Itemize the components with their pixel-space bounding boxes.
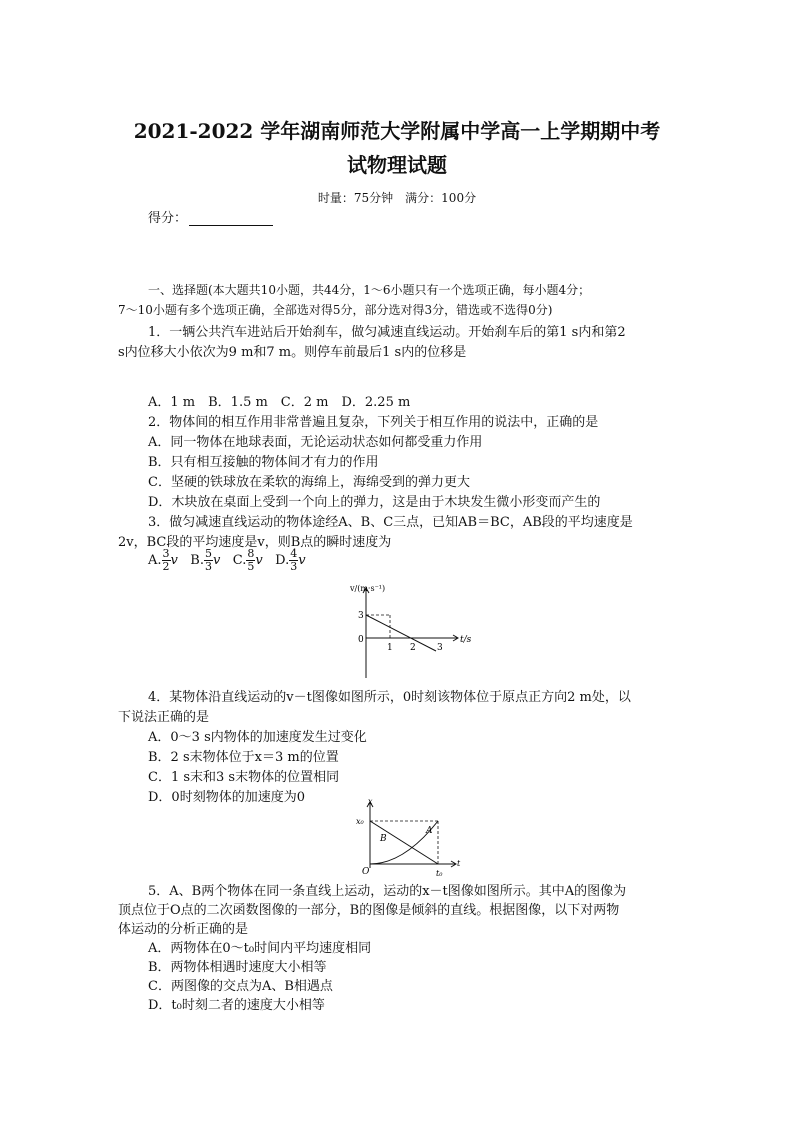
score-field bbox=[148, 207, 273, 226]
q5-option-c: C．两图像的交点为A、B相遇点 bbox=[148, 979, 333, 994]
vt-y-tick: 3 bbox=[358, 611, 364, 621]
q1-line2: s内位移大小依次为9 m和7 m。则停车前最后1 s内的位移是 bbox=[118, 345, 467, 360]
q4-line2: 下说法正确的是 bbox=[118, 710, 210, 725]
q5-line2: 顶点位于O点的二次函数图像的一部分，B的图像是倾斜的直线。根据图像，以下对两物 bbox=[118, 903, 620, 918]
q5-line3: 体运动的分析正确的是 bbox=[118, 922, 249, 937]
score-blank bbox=[189, 211, 273, 226]
q3-option-c: C. $\frac{8}{5}$ v bbox=[232, 547, 263, 573]
xt-graph bbox=[352, 796, 472, 878]
vt-x-tick-1: 1 bbox=[387, 643, 393, 653]
vt-origin: 0 bbox=[358, 635, 364, 645]
q2-option-d: D．木块放在桌面上受到一个向上的弹力，这是由于木块发生微小形变而产生的 bbox=[148, 495, 601, 510]
q2-stem: 2．物体间的相互作用非常普遍且复杂，下列关于相互作用的说法中，正确的是 bbox=[148, 415, 599, 430]
xt-x-label: t bbox=[457, 859, 461, 868]
q4-option-d: D．0时刻物体的加速度为0 bbox=[148, 790, 305, 805]
q4-option-b: B．2 s末物体位于x＝3 m的位置 bbox=[148, 750, 339, 765]
score-label: 得分： bbox=[148, 211, 188, 226]
exam-meta: 时量：75分钟 满分：100分 bbox=[317, 191, 477, 205]
vt-y-label: v/(m·s⁻¹) bbox=[350, 584, 386, 593]
vt-velocity-line bbox=[366, 615, 436, 651]
exam-title-line1: 2021-2022 学年湖南师范大学附属中学高一上学期期中考 bbox=[133, 119, 661, 143]
q4-option-a: A．0～3 s内物体的加速度发生过变化 bbox=[148, 730, 367, 745]
q1-options: A．1 m B．1.5 m C．2 m D．2.25 m bbox=[148, 395, 411, 410]
xt-y-label: x bbox=[368, 797, 373, 806]
q2-option-a: A．同一物体在地球表面，无论运动状态如何都受重力作用 bbox=[148, 435, 483, 450]
xt-x-tick: t₀ bbox=[436, 869, 443, 878]
xt-origin: O bbox=[362, 867, 370, 877]
q4-line1: 4．某物体沿直线运动的v－t图像如图所示，0时刻该物体位于原点正方向2 m处，以 bbox=[148, 690, 631, 705]
exam-title-line2: 试物理试题 bbox=[347, 153, 447, 177]
vt-graph bbox=[344, 578, 484, 684]
q1-line1: 1．一辆公共汽车进站后开始刹车，做匀减速直线运动。开始刹车后的第1 s内和第2 bbox=[148, 325, 626, 340]
xt-label-b: B bbox=[380, 834, 387, 844]
xt-y-tick: x₀ bbox=[356, 817, 364, 826]
q2-option-c: C．坚硬的铁球放在柔软的海绵上，海绵受到的弹力更大 bbox=[148, 475, 470, 490]
section-header-line2: 7～10小题有多个选项正确，全部选对得5分，部分选对得3分，错选或不选得0分) bbox=[118, 303, 553, 317]
vt-x-label: t/s bbox=[460, 635, 472, 645]
q4-option-c: C．1 s末和3 s末物体的位置相同 bbox=[148, 770, 340, 785]
q3-option-d: D. $\frac{4}{3}$ v bbox=[275, 547, 306, 573]
q5-option-a: A．两物体在0～t₀时间内平均速度相同 bbox=[148, 941, 372, 956]
q3-option-b: B. $\frac{5}{3}$ v bbox=[190, 547, 221, 573]
q5-option-d: D．t₀时刻二者的速度大小相等 bbox=[148, 998, 325, 1013]
q5-option-b: B．两物体相遇时速度大小相等 bbox=[148, 960, 327, 975]
q5-line1: 5．A、B两个物体在同一条直线上运动，运动的x－t图像如图所示。其中A的图像为 bbox=[148, 884, 627, 899]
q3-line1: 3．做匀减速直线运动的物体途经A、B、C三点，已知AB＝BC，AB段的平均速度是 bbox=[148, 515, 633, 530]
q3-line2: 2v，BC段的平均速度是v，则B点的瞬时速度为 bbox=[118, 535, 392, 550]
q3-options bbox=[148, 548, 306, 573]
section-header-line1: 一、选择题(本大题共10小题，共44分，1～6小题只有一个选项正确，每小题4分； bbox=[148, 283, 591, 297]
vt-x-tick-2: 2 bbox=[410, 643, 416, 653]
vt-x-tick-3: 3 bbox=[437, 643, 443, 653]
xt-label-a: A bbox=[426, 826, 433, 836]
q3-option-a: A. $\frac{3}{2}$ v bbox=[148, 547, 178, 573]
q2-option-b: B．只有相互接触的物体间才有力的作用 bbox=[148, 455, 379, 470]
